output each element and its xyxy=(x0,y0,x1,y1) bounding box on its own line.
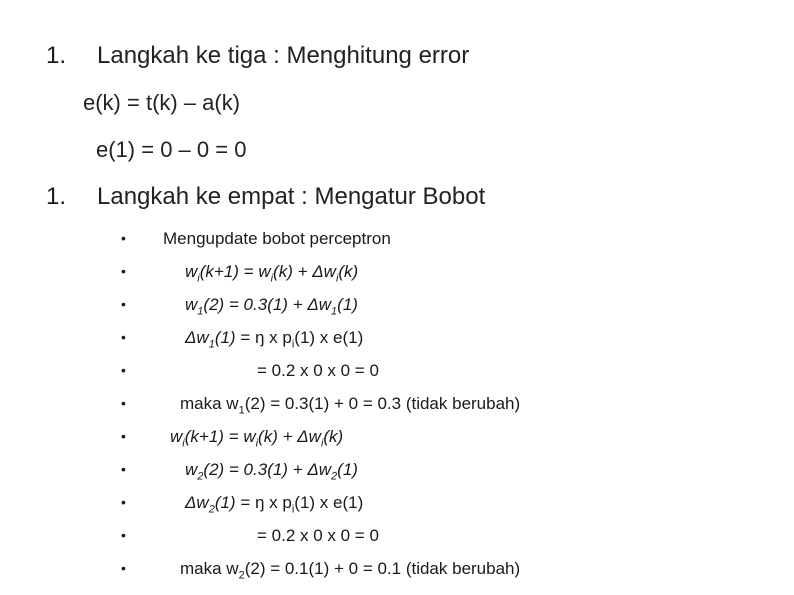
item-w1-result: maka $w_1(2) = 0.3(1) + 0 = 0.3$ (tidak berubah) xyxy=(180,394,521,417)
bullet-6: • xyxy=(121,395,126,411)
item-delta-w1: $\Delta w_1(1)$ = ŋ x $p_i(1)$ x e(1) xyxy=(185,328,364,351)
item-delta-w2: $\Delta w_2(1)$ = ŋ x $p_i(1)$ x e(1) xyxy=(185,493,364,516)
bullet-8: • xyxy=(121,461,126,477)
bullet-4: • xyxy=(121,329,126,345)
bullet-2: • xyxy=(121,263,126,279)
bullet-5: • xyxy=(121,362,126,378)
bullet-7: • xyxy=(121,428,126,444)
item-weight-update-rule-1: $w_i(k+1) = w_i(k) + \Delta w_i(k)$ xyxy=(185,262,359,285)
bullet-11: • xyxy=(121,560,126,576)
bullet-9: • xyxy=(121,494,126,510)
step3-number: 1. xyxy=(46,42,67,69)
item-delta-w1-value: = 0.2 x 0 x 0 = 0 xyxy=(257,361,379,380)
bullet-3: • xyxy=(121,296,126,312)
step3-heading: Langkah ke tiga : Menghitung error xyxy=(97,42,470,69)
item-update-weights: Mengupdate bobot perceptron xyxy=(163,229,391,248)
item-delta-w2-value: = 0.2 x 0 x 0 = 0 xyxy=(257,526,379,545)
step4-heading: Langkah ke empat : Mengatur Bobot xyxy=(97,183,486,210)
item-w2-result: maka $w_2(2) = 0.1(1) + 0 = 0.1$ (tidak berubah) xyxy=(180,559,521,582)
step4-number: 1. xyxy=(46,183,67,210)
bullet-10: • xyxy=(121,527,126,543)
bullet-1: • xyxy=(121,230,126,246)
item-w1-update: $w_1(2) = 0.3(1) + \Delta w_1(1)$ xyxy=(185,295,358,318)
error-formula: e(k) = t(k) – a(k) xyxy=(83,90,241,115)
item-w2-update: $w_2(2) = 0.3(1) + \Delta w_2(1)$ xyxy=(185,460,358,483)
error-calculation: e(1) = 0 – 0 = 0 xyxy=(96,137,247,162)
item-weight-update-rule-2: $w_i(k+1) = w_i(k) + \Delta w_i(k)$ xyxy=(170,427,344,450)
